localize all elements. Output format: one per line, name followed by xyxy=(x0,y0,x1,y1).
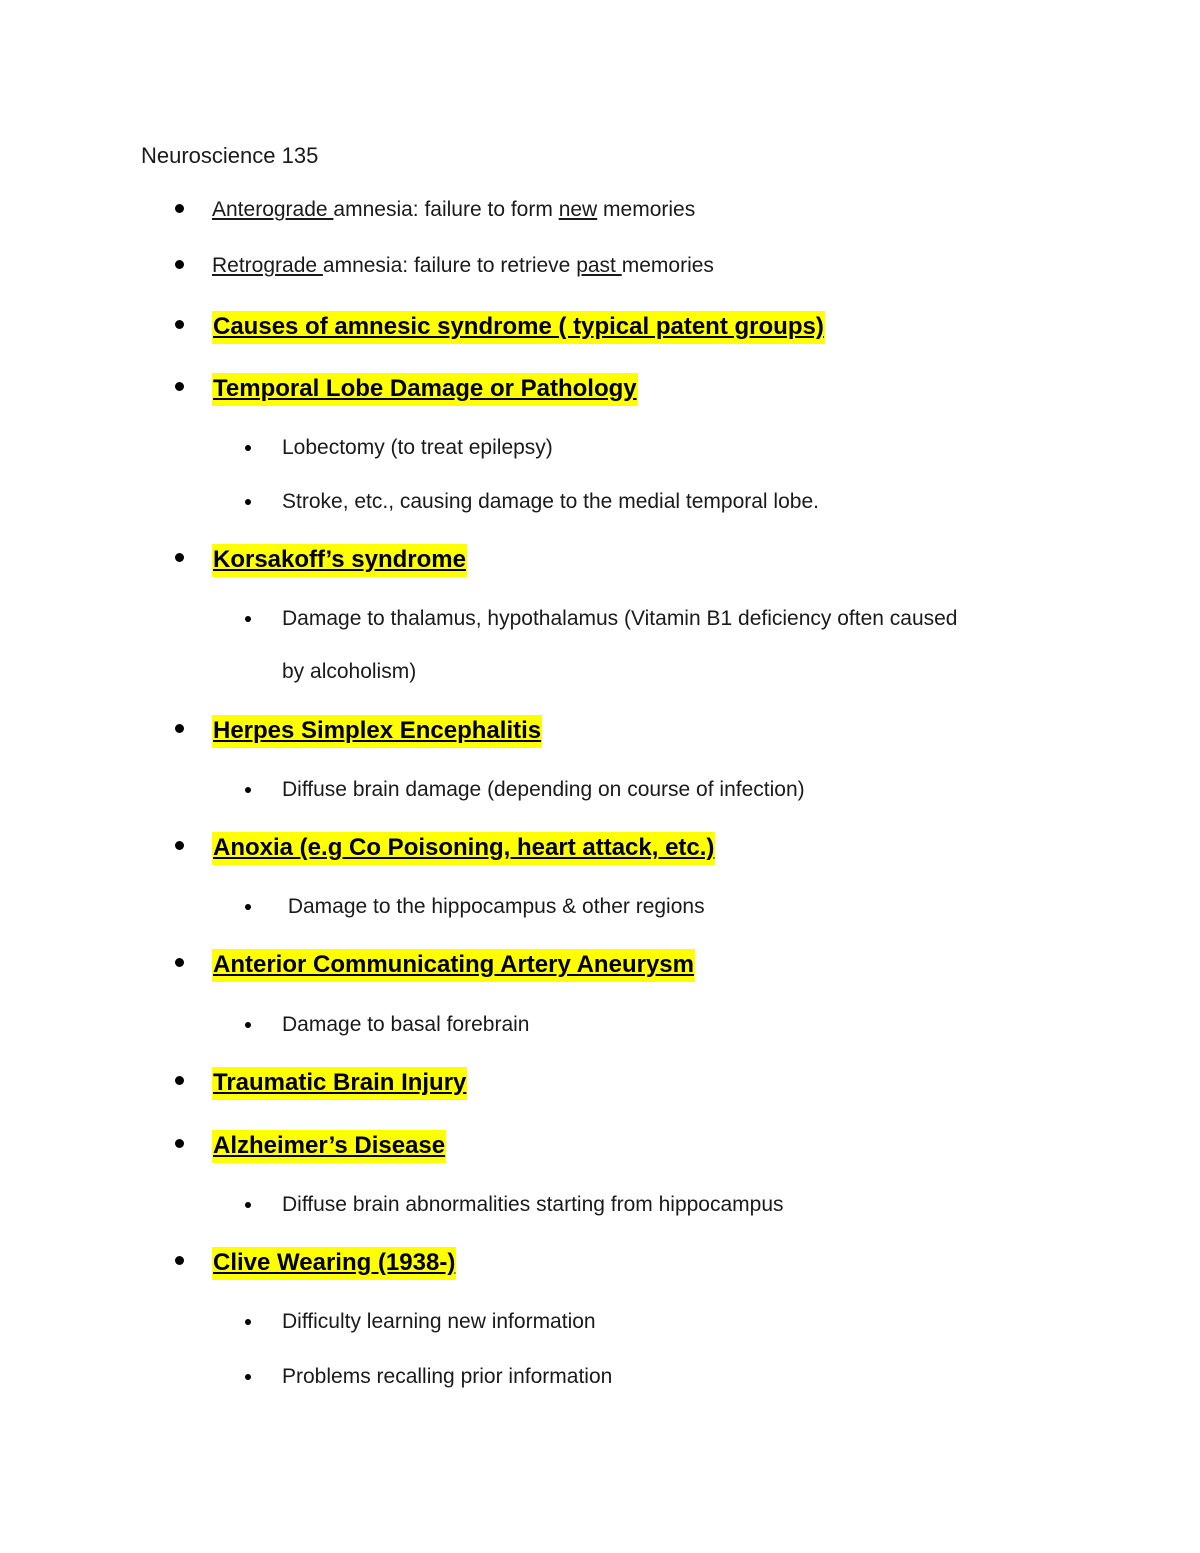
bullet-icon xyxy=(245,1374,251,1380)
sub-item-text: Difficulty learning new information xyxy=(282,1310,596,1333)
bullet-icon xyxy=(175,1139,184,1148)
bullet-icon xyxy=(245,616,251,622)
definition-text: Anterograde amnesia: failure to form new memories xyxy=(212,198,696,221)
bullet-icon xyxy=(175,204,184,213)
term: Anterograde xyxy=(212,198,334,221)
sub-item-text: Lobectomy (to treat epilepsy) xyxy=(282,436,553,459)
bullet-icon xyxy=(245,499,251,505)
keyword: past xyxy=(576,254,622,277)
highlighted-heading: Anoxia (e.g Co Poisoning, heart attack, etc.) xyxy=(212,832,715,865)
bullet-icon xyxy=(245,1022,251,1028)
sub-item-text: Diffuse brain abnormalities starting from hippocampus xyxy=(282,1193,784,1216)
bullet-icon xyxy=(245,1319,251,1325)
highlighted-heading: Herpes Simplex Encephalitis xyxy=(212,715,542,748)
highlighted-heading: Anterior Communicating Artery Aneurysm xyxy=(212,949,695,982)
bullet-icon xyxy=(175,958,184,967)
sub-item-text: by alcoholism) xyxy=(282,660,417,683)
sub-item-text: Diffuse brain damage (depending on course of infection) xyxy=(282,778,805,801)
bullet-icon xyxy=(175,1076,184,1085)
sub-item-text: Stroke, etc., causing damage to the medial temporal lobe. xyxy=(282,490,819,513)
highlighted-heading: Korsakoff’s syndrome xyxy=(212,544,467,577)
sub-item-text: Problems recalling prior information xyxy=(282,1365,613,1388)
highlighted-heading: Alzheimer’s Disease xyxy=(212,1130,446,1163)
sub-item-text: Damage to basal forebrain xyxy=(282,1013,530,1036)
sub-item-text: Damage to thalamus, hypothalamus (Vitamin B1 deficiency often caused xyxy=(282,607,958,630)
keyword: new xyxy=(558,198,598,221)
highlighted-heading: Causes of amnesic syndrome ( typical patent groups) xyxy=(212,311,825,344)
bullet-icon xyxy=(175,260,184,269)
bullet-icon xyxy=(175,320,184,329)
bullet-icon xyxy=(175,1256,184,1265)
highlighted-heading: Temporal Lobe Damage or Pathology xyxy=(212,373,638,406)
bullet-icon xyxy=(245,904,251,910)
bullet-icon xyxy=(175,724,184,733)
bullet-icon xyxy=(245,1202,251,1208)
highlighted-heading: Traumatic Brain Injury xyxy=(212,1067,467,1100)
bullet-icon xyxy=(245,787,251,793)
bullet-icon xyxy=(175,841,184,850)
highlighted-heading: Clive Wearing (1938-) xyxy=(212,1247,456,1280)
definition-text: Retrograde amnesia: failure to retrieve past memories xyxy=(212,254,714,277)
term: Retrograde xyxy=(212,254,323,277)
bullet-icon xyxy=(175,382,184,391)
sub-item-text: Damage to the hippocampus & other regions xyxy=(282,895,705,918)
document-title: Neuroscience 135 xyxy=(141,143,319,168)
bullet-icon xyxy=(245,445,251,451)
bullet-icon xyxy=(175,553,184,562)
